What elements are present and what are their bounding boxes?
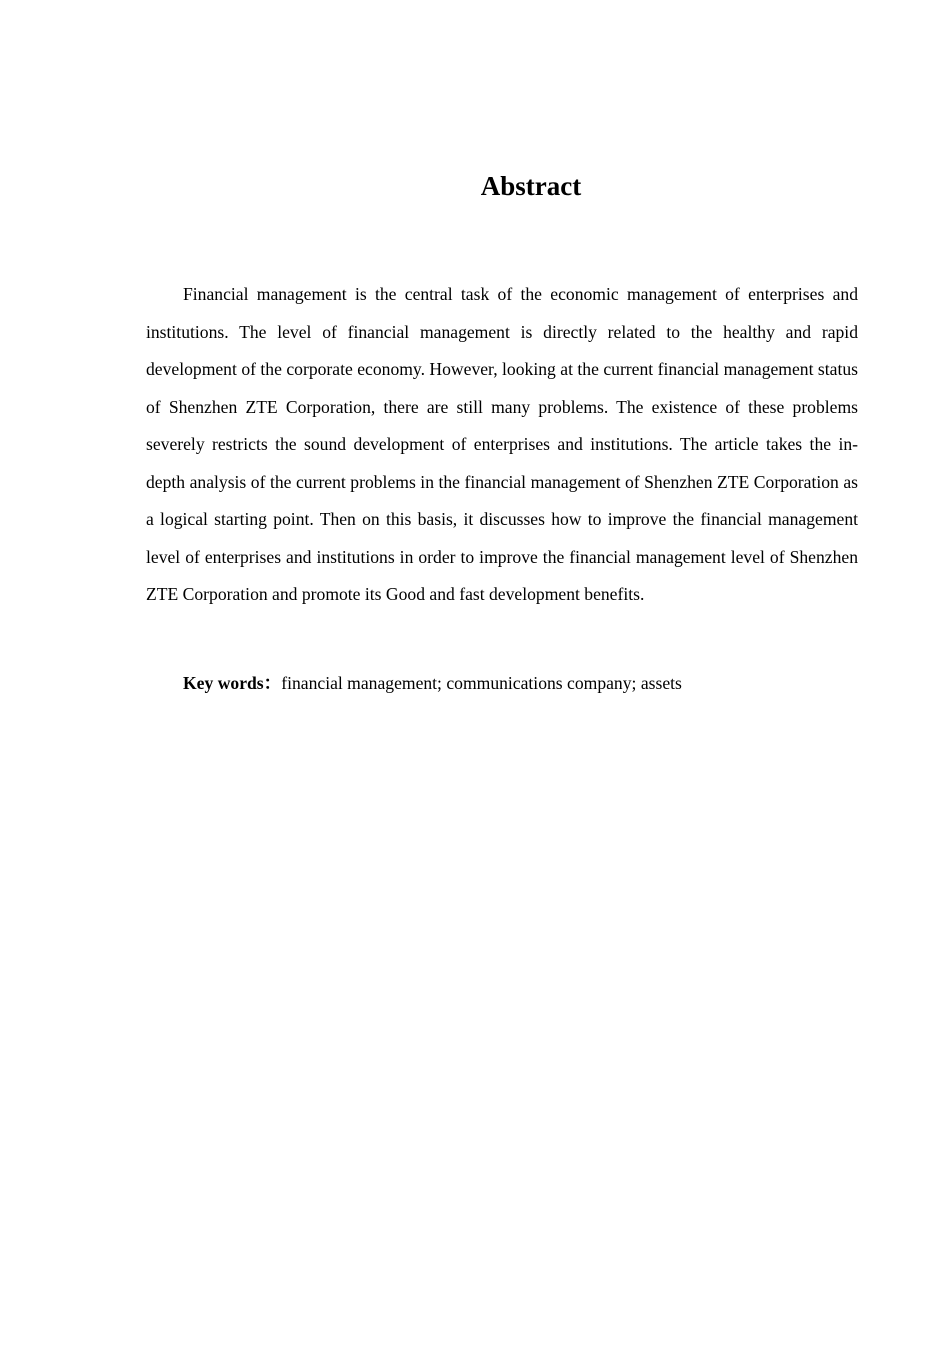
keywords-line: [146, 667, 858, 699]
abstract-paragraph: Financial management is the central task of the economic management of enterprises and institutions. The level of financial management is directly related to the healthy and rapid development of the corporate economy. However, looking at the current financial management status of Shenzhen ZTE Corporation, there are still many problems. The existence of these problems severely restricts the sound development of enterprises and institutions. The article takes the in-depth analysis of the current problems in the financial management of Shenzhen ZTE Corporation as a logical starting point. Then on this basis, it discusses how to improve the financial management level of enterprises and institutions in order to improve the financial management level of Shenzhen ZTE Corporation and promote its Good and fast development benefits.: [146, 284, 858, 604]
keywords-label: Key words：: [183, 673, 282, 693]
page-title: Abstract: [480, 171, 582, 201]
keywords-value: financial management; communications company; assets: [281, 673, 682, 693]
